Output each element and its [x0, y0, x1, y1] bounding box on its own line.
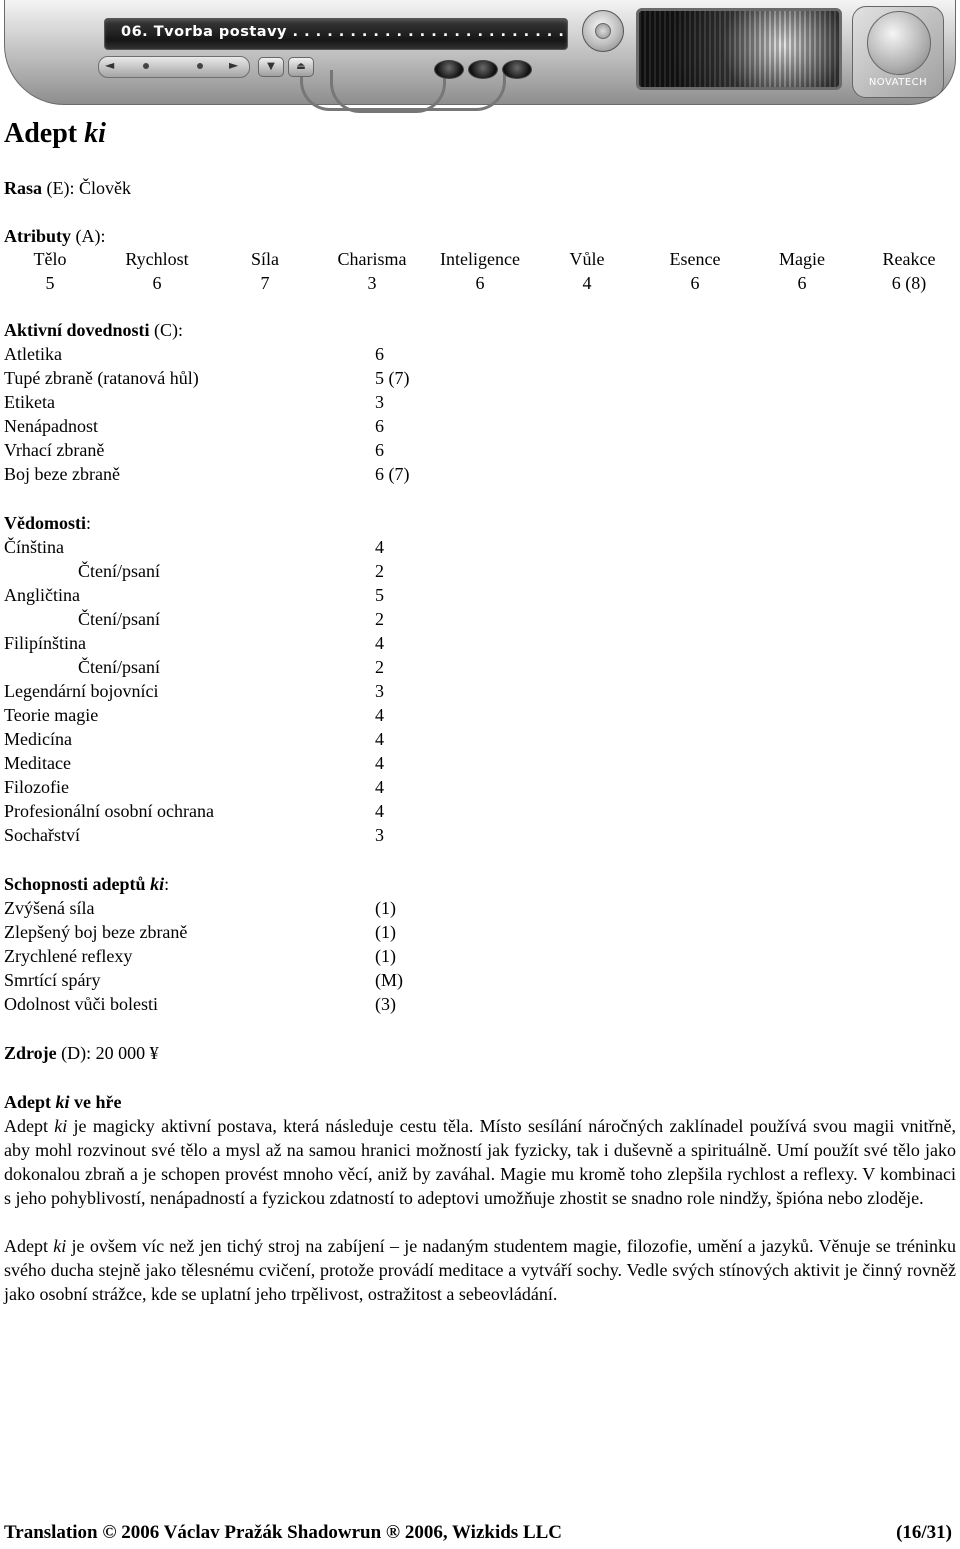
power-value: (1) [375, 922, 396, 942]
chevron-down-icon: ▼ [267, 61, 275, 72]
attribute-name: Síla [250, 249, 279, 269]
chapter-title: 06. Tvorba postavy . . . . . . . . . . . . . . . . . . . . . . . . [121, 24, 565, 40]
power-name: Zlepšený boj beze zbraně [4, 922, 188, 942]
power-name: Zvýšená síla [4, 898, 95, 918]
skill-value: 6 [375, 440, 384, 460]
attribute-value: 6 [690, 273, 700, 293]
eject-icon: ⏏ [296, 61, 306, 72]
side-panel [852, 6, 944, 98]
eject-button[interactable] [288, 57, 314, 77]
power-value: (1) [375, 946, 396, 966]
knowledge-value: 4 [375, 729, 384, 749]
knowledge-name: Čínština [4, 537, 65, 557]
header-device [0, 0, 960, 118]
attribute-name: Esence [669, 249, 721, 269]
description-paragraph-1: Adept ki je magicky aktivní postava, která následuje cestu těla. Místo sesílání náročných zaklínadel používá svou magii vnitřně, aby mohl rozvinout své tělo a mysl až na samou hranici možností jak fyzicky, tak i duševně a spirituálně. Umí použít své tělo jako dokonalou zbraň a je schopen provést mnoho věcí, aniž by zaváhal. Magie mu kromě toho zlepšila rychlost a reflexy. V kombinaci s jeho pohyblivostí, nenápadností a fyzickou zdatností to adeptovi umožňuje zhostit se snadno role nindžy, špióna nebo zloděje. [4, 1116, 956, 1208]
skill-name: Vrhací zbraně [4, 440, 105, 460]
knowledge-name: Čtení/psaní [78, 609, 160, 629]
attribute-value: 6 [475, 273, 485, 293]
skill-name: Tupé zbraně (ratanová hůl) [4, 368, 199, 388]
knowledge-name: Filozofie [4, 777, 69, 797]
skill-name: Nenápadnost [4, 416, 98, 436]
knowledge-value: 4 [375, 777, 384, 797]
knowledge-value: 4 [375, 801, 384, 821]
resources-line: Zdroje (D): 20 000 ¥ [4, 1043, 159, 1063]
ring-icon [867, 11, 931, 75]
arrow-right-icon[interactable]: ► [229, 58, 239, 72]
dot-icon [197, 63, 203, 69]
dropdown-button[interactable] [258, 57, 284, 77]
race-line: Rasa (E): Člověk [4, 178, 131, 198]
knowledge-name: Legendární bojovníci [4, 681, 159, 701]
knowledge-value: 4 [375, 633, 384, 653]
knowledge-name: Čtení/psaní [78, 657, 160, 677]
power-name: Zrychlené reflexy [4, 946, 133, 966]
skill-value: 5 (7) [375, 368, 410, 388]
skill-value: 6 [375, 416, 384, 436]
knowledge-heading: Vědomosti: [4, 513, 92, 533]
chapter-title-bar [104, 18, 568, 50]
knowledge-value: 4 [375, 753, 384, 773]
page-number: (16/31) [896, 1522, 952, 1543]
attribute-value: 7 [260, 273, 270, 293]
knowledge-value: 4 [375, 705, 384, 725]
attribute-name: Reakce [882, 249, 936, 269]
power-name: Odolnost vůči bolesti [4, 994, 158, 1014]
knowledge-value: 3 [375, 825, 384, 845]
attributes-heading: Atributy (A): [4, 226, 106, 246]
attribute-name: Magie [779, 249, 825, 269]
navigation-slider[interactable] [98, 56, 250, 78]
attribute-name: Tělo [33, 249, 67, 269]
device-button[interactable] [468, 60, 498, 79]
attribute-value: 6 [152, 273, 162, 293]
active-skills-heading: Aktivní dovednosti (C): [4, 320, 184, 340]
footer-copyright: Translation © 2006 Václav Pražák Shadowrun ® 2006, Wizkids LLC [4, 1522, 563, 1543]
device-button[interactable] [502, 60, 532, 79]
skill-value: 3 [375, 392, 384, 412]
description-paragraph-2: Adept ki je ovšem víc než jen tichý stroj na zabíjení – je nadaným studentem magie, filozofie, umění a jazyků. Věnuje se tréninku svého ducha stejně jako tělesnému cvičení, protože provádí meditace a vytváří sochy. Vedle svých stínových aktivit je činný rovněž jako osobní strážce, kde se uplatní jeho trpělivost, ostražitost a sebeovládání. [4, 1236, 956, 1304]
attribute-name: Inteligence [440, 249, 520, 269]
attribute-name: Rychlost [125, 249, 189, 269]
page-title: Adept ki [4, 118, 106, 149]
ingame-heading: Adept ki ve hře [4, 1092, 122, 1112]
knowledge-name: Čtení/psaní [78, 561, 160, 581]
knowledge-value: 2 [375, 657, 384, 677]
power-value: (1) [375, 898, 396, 918]
attribute-name: Vůle [569, 249, 605, 269]
knowledge-value: 2 [375, 609, 384, 629]
skill-name: Boj beze zbraně [4, 464, 120, 484]
skill-value: 6 (7) [375, 464, 410, 484]
attribute-value: 4 [582, 273, 592, 293]
device-button[interactable] [434, 60, 464, 79]
attribute-value: 5 [45, 273, 55, 293]
knowledge-name: Angličtina [4, 585, 80, 605]
knowledge-name: Medicína [4, 729, 72, 749]
knowledge-name: Sochařství [4, 825, 80, 845]
knowledge-name: Meditace [4, 753, 71, 773]
skill-value: 6 [375, 344, 384, 364]
device-knob[interactable] [582, 10, 624, 52]
knowledge-value: 4 [375, 537, 384, 557]
powers-heading: Schopnosti adeptů ki: [4, 874, 170, 894]
power-name: Smrtící spáry [4, 970, 101, 990]
knowledge-name: Teorie magie [4, 705, 99, 725]
device-screen [636, 8, 842, 90]
skill-name: Etiketa [4, 392, 55, 412]
attribute-value: 6 (8) [891, 273, 927, 293]
attribute-names [0, 247, 960, 271]
dot-icon [143, 63, 149, 69]
arrow-left-icon[interactable]: ◄ [105, 58, 115, 72]
knowledge-name: Filipínština [4, 633, 87, 653]
skill-name: Atletika [4, 344, 62, 364]
brand-logo: NOVATECH [868, 77, 928, 88]
knowledge-value: 3 [375, 681, 384, 701]
knowledge-value: 5 [375, 585, 384, 605]
attribute-name: Charisma [337, 249, 407, 269]
power-value: (3) [375, 994, 396, 1014]
power-value: (M) [375, 970, 403, 990]
attribute-value: 3 [367, 273, 377, 293]
knowledge-value: 2 [375, 561, 384, 581]
attribute-value: 6 [797, 273, 807, 293]
attribute-values [0, 271, 960, 295]
knowledge-name: Profesionální osobní ochrana [4, 801, 214, 821]
